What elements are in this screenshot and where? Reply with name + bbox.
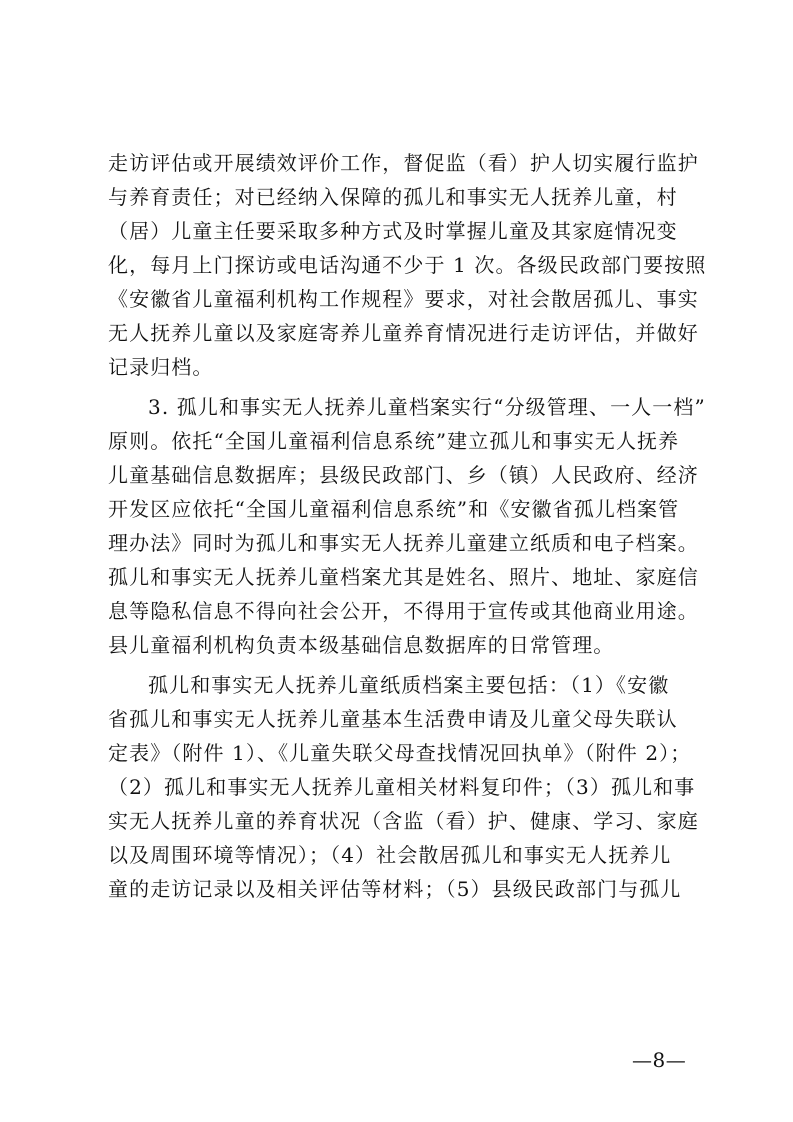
- page-number: —8—: [632, 1048, 687, 1072]
- text-line: （2）孤儿和事实无人抚养儿童相关材料复印件；（3）孤儿和事: [108, 775, 696, 799]
- text-line: 定表》（附件 1）、《儿童失联父母查找情况回执单》（附件 2）；: [108, 741, 692, 765]
- text-line: 省孤儿和事实无人抚养儿童基本生活费申请及儿童父母失联认: [108, 707, 678, 731]
- text-line: 实无人抚养儿童的养育状况（含监（看）护、健康、学习、家庭: [108, 809, 699, 833]
- text-line: 《安徽省儿童福利机构工作规程》要求，对社会散居孤儿、事实: [108, 287, 699, 311]
- text-line: 童的走访记录以及相关评估等材料；（5）县级民政部门与孤儿: [108, 877, 682, 901]
- paragraph-1: [108, 146, 707, 384]
- paragraph-3: [108, 668, 698, 906]
- text-line: 孤儿和事实无人抚养儿童纸质档案主要包括：（1）《安徽: [148, 673, 670, 697]
- text-line: 理办法》同时为孤儿和事实无人抚养儿童建立纸质和电子档案。: [108, 531, 699, 555]
- text-line: 开发区应依托“全国儿童福利信息系统”和《安徽省孤儿档案管: [108, 497, 680, 521]
- text-line: 原则。依托“全国儿童福利信息系统”建立孤儿和事实无人抚养: [108, 429, 680, 453]
- text-line: 化，每月上门探访或电话沟通不少于 1 次。各级民政部门要按照: [108, 253, 707, 277]
- text-line: 息等隐私信息不得向社会公开，不得用于宣传或其他商业用途。: [108, 599, 699, 623]
- paragraph-2: [108, 390, 706, 662]
- text-line: 走访评估或开展绩效评价工作，督促监（看）护人切实履行监护: [108, 151, 699, 175]
- body-text: [108, 146, 707, 906]
- text-line: 3. 孤儿和事实无人抚养儿童档案实行“分级管理、一人一档”: [148, 395, 706, 419]
- text-line: 无人抚养儿童以及家庭寄养儿童养育情况进行走访评估，并做好: [108, 321, 699, 345]
- text-line: 孤儿和事实无人抚养儿童档案尤其是姓名、照片、地址、家庭信: [108, 565, 699, 589]
- text-line: 儿童基础信息数据库；县级民政部门、乡（镇）人民政府、经济: [108, 463, 699, 487]
- text-line: （居）儿童主任要采取多种方式及时掌握儿童及其家庭情况变: [108, 219, 678, 243]
- text-line: 以及周围环境等情况）；（4）社会散居孤儿和事实无人抚养儿: [108, 843, 672, 867]
- text-line: 记录归档。: [108, 355, 214, 379]
- text-line: 县儿童福利机构负责本级基础信息数据库的日常管理。: [108, 633, 615, 657]
- text-line: 与养育责任；对已经纳入保障的孤儿和事实无人抚养儿童，村: [108, 185, 678, 209]
